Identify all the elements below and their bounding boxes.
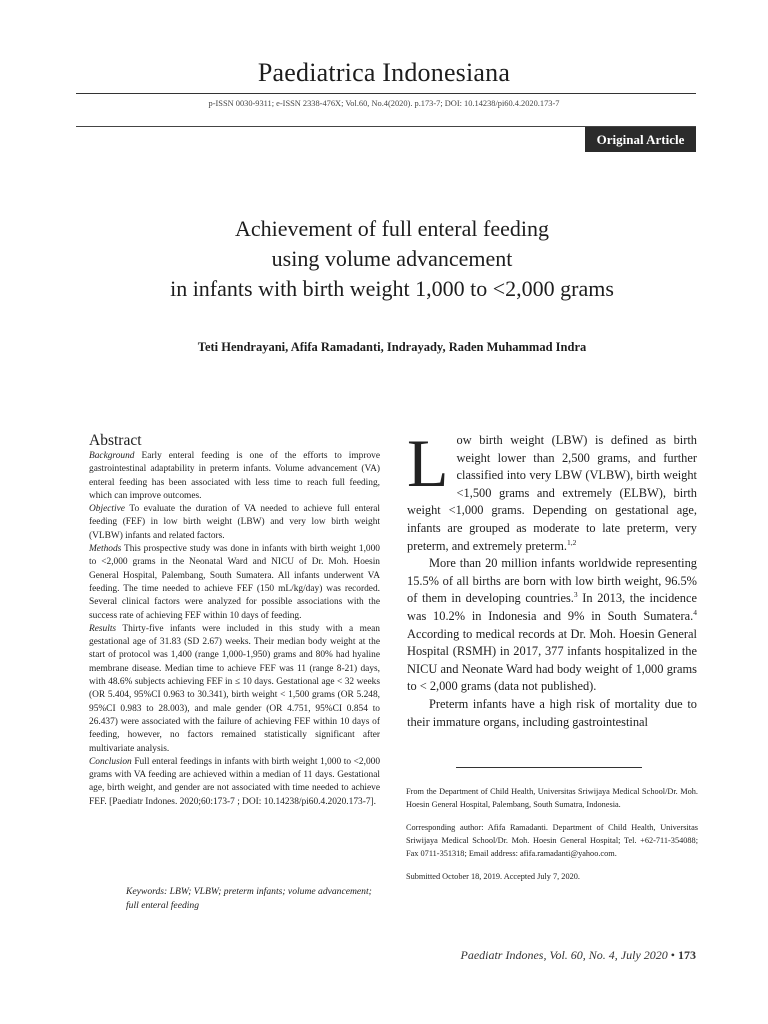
page-number: 173 — [678, 948, 696, 962]
section-text: Early enteral feeding is one of the efforts to improve gastrointestinal adaptability in preterm infants. Volume advancement (VA) enteral feeding has been associated with less time to reach full feeding, which can improve outcomes. — [89, 451, 381, 501]
abstract-objective — [89, 503, 380, 543]
paragraph-text: In 2013, the incidence was 10.2% in Indonesia and 9% in South Sumatera. — [407, 591, 697, 623]
abstract-results — [89, 623, 380, 756]
body-paragraph-1 — [407, 425, 697, 555]
abstract-column — [89, 432, 380, 809]
paragraph-text: ow birth weight (LBW) is defined as birth weight lower than 2,500 grams, and further classified into very LBW (VLBW), birth weight <1,500 grams and extremely (ELBW), birth weight <1,000 grams. Depending on gestational age, infants are grouped as moderate to late preterm, very preterm, and extremely preterm. — [407, 433, 697, 553]
section-text: To evaluate the duration of VA needed to achieve full enteral feeding (FEF) in low birth weight (LBW) and very low birth weight (VLBW) infants and related factors. — [89, 504, 380, 541]
footnotes — [406, 785, 698, 893]
article-type-badge: Original Article — [585, 127, 696, 152]
footer-bullet: • — [670, 948, 675, 962]
corresponding-author-note: Corresponding author: Afifa Ramadanti. Department of Child Health, Universitas Sriwijaya Medical School/Dr. Moh. Hoesin General Hospital; Tel. +62-711-354088; Fax 0711-351318; Email address: afifa.ramadanti@yahoo.com. — [406, 823, 698, 858]
footer-citation: Paediatr Indones, Vol. 60, No. 4, July 2020 — [460, 948, 668, 962]
keywords — [126, 885, 376, 912]
header-divider — [76, 93, 696, 94]
abstract-conclusion — [89, 756, 380, 809]
body-text — [407, 425, 697, 731]
section-label: Methods — [89, 544, 122, 555]
section-label: Objective — [89, 504, 125, 515]
paragraph-text: Preterm infants have a high risk of mortality due to their immature organs, including gastrointestinal — [407, 696, 697, 729]
keywords-label: Keywords: — [126, 886, 168, 897]
title-line-2: using volume advancement — [271, 246, 513, 271]
reference-superscript: 1,2 — [566, 537, 577, 547]
journal-title: Paediatrica Indonesiana — [257, 58, 511, 87]
reference-superscript: 4 — [693, 607, 697, 617]
journal-citation: p-ISSN 0030-9311; e-ISSN 2338-476X; Vol.60, No.4(2020). p.173-7; DOI: 10.14238/pi60.4.2020.173-7 — [208, 99, 560, 108]
section-label: Background — [89, 451, 135, 461]
paragraph-text: More than 20 million infants worldwide representing 15.5% of all births are born with low birth weight, 96.5% of them in developing countries. — [407, 556, 697, 606]
page-footer — [380, 948, 696, 963]
reference-superscript: 3 — [573, 590, 578, 600]
abstract-heading: Abstract — [89, 432, 142, 449]
abstract-methods — [89, 543, 380, 623]
section-text: This prospective study was done in infants with birth weight 1,000 to <2,000 grams in the Neonatal Ward and NICU of Dr. Moh. Hoesin General Hospital, Palembang, South Sumatera. All infants underwent VA feeding. The time needed to achieve FEF (150 mL/kg/day) was recorded. Several clinical factors were analyzed for possible associations with the success rate of achieving FEF within 10 days of feeding. — [89, 544, 380, 621]
article-title — [0, 214, 768, 304]
submission-note: Submitted October 18, 2019. Accepted July 7, 2020. — [406, 872, 580, 881]
section-label: Results — [89, 623, 117, 634]
authors: Teti Hendrayani, Afifa Ramadanti, Indrayady, Raden Muhammad Indra — [197, 340, 587, 354]
body-column — [407, 425, 697, 731]
body-paragraph-3 — [407, 696, 697, 731]
body-paragraph-2 — [407, 555, 697, 696]
section-text: Full enteral feedings in infants with birth weight 1,000 to <2,000 grams with VA feeding are achieved within a median of 11 days. Gestational age, birth weight, and gender are not associated with time needed to achieve FEF. [Paediatr Indones. 2020;60:173-7 ; DOI: 10.14238/pi60.4.2020.173-7]. — [89, 756, 381, 807]
title-line-3: in infants with birth weight 1,000 to <2,000 grams — [170, 276, 614, 301]
title-line-1: Achievement of full enteral feeding — [235, 216, 549, 241]
abstract-body — [89, 450, 380, 809]
keywords-text: LBW; VLBW; preterm infants; volume advancement; full enteral feeding — [126, 886, 372, 911]
paragraph-text: According to medical records at Dr. Moh. Hoesin General Hospital (RSMH) in 2017, 377 infants hospitalized in the NICU and Neonate Ward had body weight of 1,000 grams to < 2,000 grams (data not published). — [407, 626, 697, 694]
affiliation-note: From the Department of Child Health, Universitas Sriwijaya Medical School/Dr. Moh. Hoesin General Hospital, Palembang, South Sumatra, Indonesia. — [406, 787, 698, 809]
footnote-divider — [456, 767, 642, 768]
drop-cap: L — [407, 425, 449, 501]
abstract-background — [89, 450, 380, 503]
section-label: Conclusion — [89, 756, 132, 767]
section-text: Thirty-five infants were included in this study with a mean gestational age of 31.83 (SD 2.67) weeks. Their median body weight at the start of protocol was 1,400 (range 1,000-1,950) grams and 80% had hyaline membrane disease. Median time to achieve FEF was 11 (range 8-21) days, with 48.6% subjects achieving FEF in ≤ 10 days. Gestational age < 32 weeks (OR 5.404, 95%CI 0.963 to 30.341), birth weight < 1,500 grams (OR 5.248, 95%CI 0.983 to 28.003), and male gender (OR 4.751, 95%CI 0.854 to 26.437) were associated with the failure of achieving FEF within 10 days of feeding, however, no factors remained statistically significant after multivariate analysis. — [89, 623, 380, 754]
